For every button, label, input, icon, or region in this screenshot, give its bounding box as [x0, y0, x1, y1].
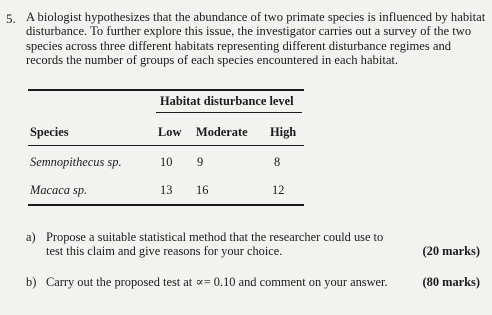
row-species-semnopithecus: Semnopithecus sp. [30, 155, 122, 169]
part-a-label: a) [26, 230, 36, 244]
table-top-rule [28, 89, 304, 91]
col-header-high: High [270, 125, 297, 139]
habitat-disturbance-header: Habitat disturbance level [160, 94, 294, 108]
part-a-line1: Propose a suitable statistical method that the researcher could use to [46, 230, 384, 244]
part-b-line1: Carry out the proposed test at ∝= 0.10 and comment on your answer. [46, 275, 388, 289]
part-b-marks: (80 marks) [422, 275, 480, 289]
cell-value: 16 [196, 183, 209, 197]
species-header: Species [30, 125, 69, 139]
cell-value: 13 [160, 183, 173, 197]
cell-value: 8 [274, 155, 281, 169]
col-header-low: Low [158, 125, 182, 139]
part-a-marks: (20 marks) [422, 244, 480, 258]
col-header-moderate: Moderate [196, 125, 248, 139]
table-bottom-rule [28, 204, 304, 206]
cell-value: 10 [160, 155, 173, 169]
cell-value: 9 [197, 155, 204, 169]
header-bottom-rule [28, 145, 304, 146]
cell-value: 12 [272, 183, 285, 197]
part-b-label: b) [26, 275, 37, 289]
question-number: 5. [6, 11, 16, 26]
part-a-line2: test this claim and give reasons for your choice. [46, 244, 283, 258]
question-text: A biologist hypothesizes that the abundance of two primate species is influenced by habitat disturbance. To further explore this issue, the investigator carries out a survey of the two species across three different habitats representing different disturbance regimes and records the number of groups of each species encountered in each habitat. [26, 10, 486, 68]
header-underline-rule [156, 112, 302, 113]
row-species-macaca: Macaca sp. [30, 183, 88, 197]
